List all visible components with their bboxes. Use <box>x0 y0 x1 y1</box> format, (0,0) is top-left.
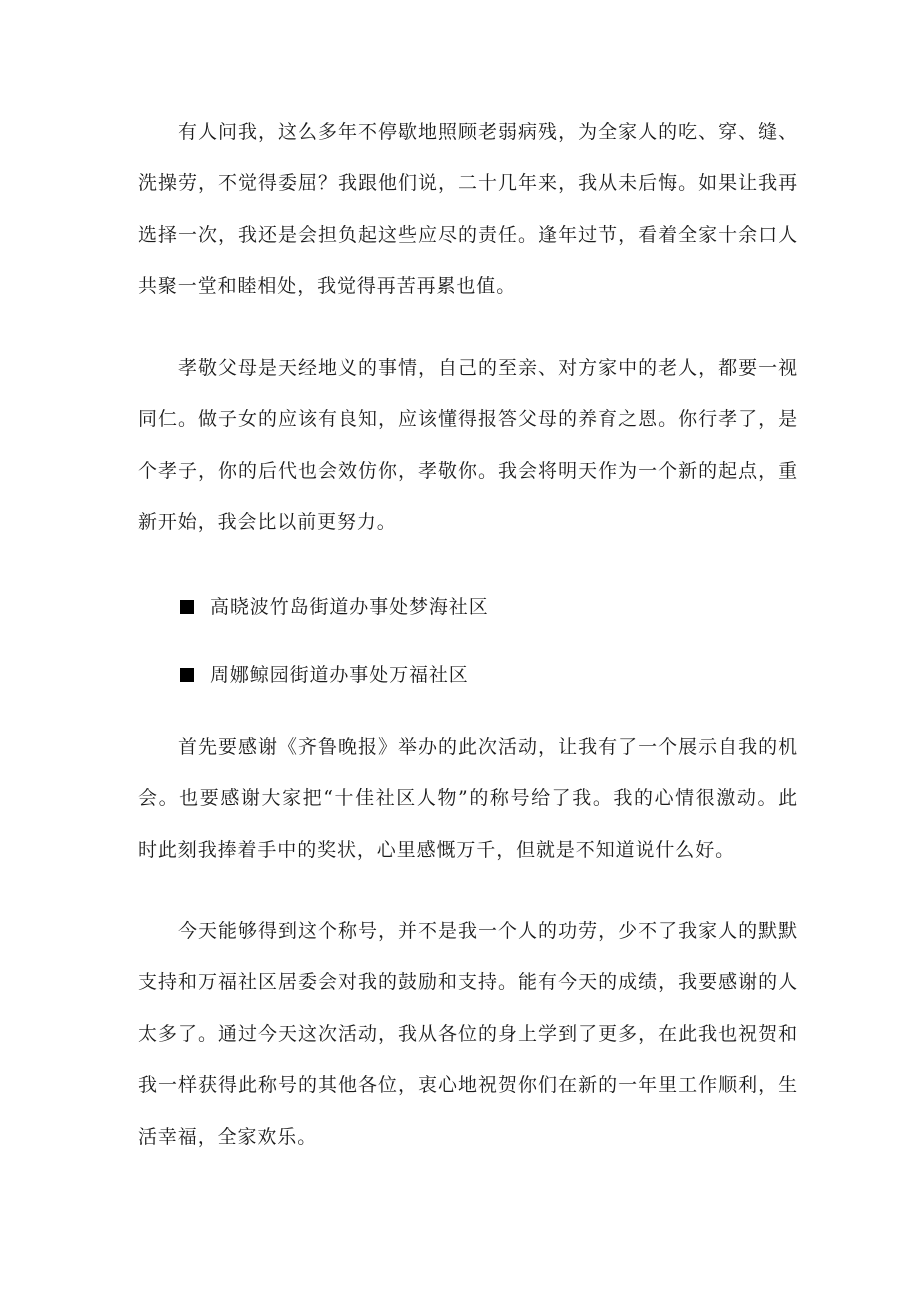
paragraph-line: 活幸福，全家欢乐。 <box>138 1125 318 1148</box>
paragraph-line: 同仁。做子女的应该有良知，应该懂得报答父母的养育之恩。你行孝了，是 <box>138 408 798 431</box>
paragraph-line: 孝敬父母是天经地义的事情，自己的至亲、对方家中的老人，都要一视 <box>138 357 798 379</box>
paragraph-line: 有人问我，这么多年不停歇地照顾老弱病残，为全家人的吃、穿、缝、 <box>138 121 798 143</box>
paragraph-line: 首先要感谢《齐鲁晚报》举办的此次活动，让我有了一个展示自我的机 <box>138 736 798 758</box>
paragraph-1 <box>138 114 798 320</box>
bullet-text: 周娜鲸园街道办事处万福社区 <box>210 664 469 686</box>
paragraph-line: 会。也要感谢大家把“十佳社区人物”的称号给了我。我的心情很激动。此 <box>138 787 798 810</box>
bullet-item <box>180 657 469 693</box>
paragraph-line: 个孝子，你的后代也会效仿你，孝敬你。我会将明天作为一个新的起点，重 <box>138 459 798 482</box>
square-bullet-icon <box>180 668 194 682</box>
paragraph-2 <box>138 350 798 556</box>
bullet-text: 高晓波竹岛街道办事处梦海社区 <box>210 596 489 618</box>
paragraph-line: 新开始，我会比以前更努力。 <box>138 511 397 534</box>
paragraph-4 <box>138 913 798 1170</box>
square-bullet-icon <box>180 600 194 614</box>
paragraph-line: 支持和万福社区居委会对我的鼓励和支持。能有今天的成绩，我要感谢的人 <box>138 971 798 994</box>
paragraph-line: 共聚一堂和睦相处，我觉得再苦再累也值。 <box>138 275 517 298</box>
paragraph-line: 今天能够得到这个称号，并不是我一个人的功劳，少不了我家人的默默 <box>138 920 798 942</box>
paragraph-line: 时此刻我捧着手中的奖状，心里感慨万千，但就是不知道说什么好。 <box>138 838 736 861</box>
paragraph-line: 太多了。通过今天这次活动，我从各位的身上学到了更多，在此我也祝贺和 <box>138 1022 798 1045</box>
paragraph-line: 我一样获得此称号的其他各位，衷心地祝贺你们在新的一年里工作顺利，生 <box>138 1074 798 1097</box>
paragraph-line: 洗操劳，不觉得委屈？我跟他们说，二十几年来，我从未后悔。如果让我再 <box>138 172 798 195</box>
bullet-item <box>180 589 489 625</box>
paragraph-3 <box>138 729 798 883</box>
paragraph-line: 选择一次，我还是会担负起这些应尽的责任。逢年过节，看着全家十余口人 <box>138 223 798 246</box>
